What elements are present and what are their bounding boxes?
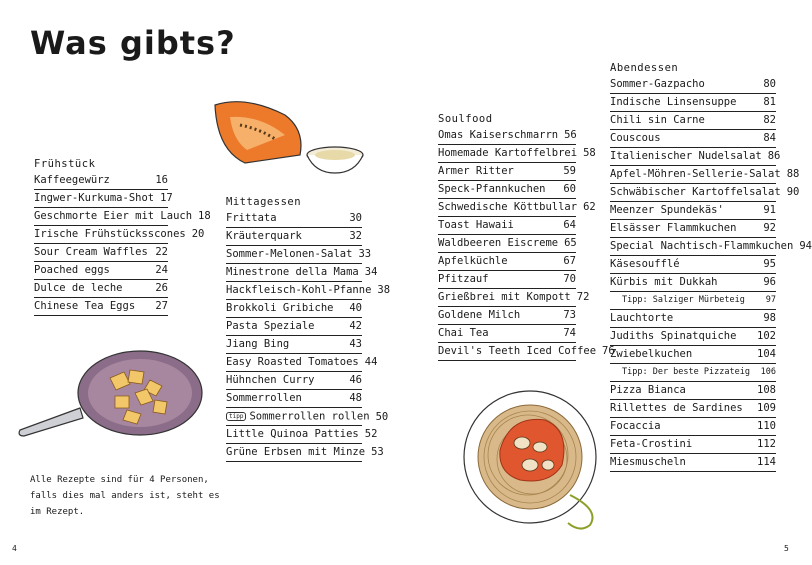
recipe-entry bbox=[610, 220, 776, 238]
recipe-name: Schwedische Köttbullar bbox=[438, 201, 578, 213]
recipe-entry bbox=[610, 94, 776, 112]
recipe-entry bbox=[610, 76, 776, 94]
recipe-name: Pizza Bianca bbox=[610, 384, 686, 396]
recipe-name: Omas Kaiserschmarrn bbox=[438, 129, 559, 141]
recipe-page-number: 109 bbox=[757, 402, 776, 414]
recipe-page-number: 58 bbox=[583, 147, 596, 159]
recipe-entry bbox=[438, 127, 576, 145]
recipe-name: Brokkoli Gribiche bbox=[226, 302, 334, 314]
section-mittagessen bbox=[226, 196, 391, 462]
recipe-name: Käsesoufflé bbox=[610, 258, 680, 270]
recipe-page-number: 50 bbox=[375, 410, 389, 423]
tip-entry bbox=[610, 292, 776, 310]
recipe-page-number: 60 bbox=[563, 183, 576, 195]
recipe-entry bbox=[438, 235, 576, 253]
section-fruehstueck bbox=[34, 158, 211, 316]
recipe-name: Apfelküchle bbox=[438, 255, 508, 267]
recipe-name: Focaccia bbox=[610, 420, 661, 432]
recipe-page-number: 40 bbox=[349, 302, 362, 314]
recipe-page-number: 95 bbox=[763, 258, 776, 270]
recipe-page-number: 108 bbox=[757, 384, 776, 396]
recipe-page-number: 59 bbox=[563, 165, 576, 177]
recipe-entry bbox=[226, 390, 362, 408]
recipe-entry bbox=[610, 400, 776, 418]
recipe-name: Sommer-Melonen-Salat bbox=[226, 248, 353, 260]
recipe-entry bbox=[226, 426, 378, 444]
recipe-name: Pfitzauf bbox=[438, 273, 489, 285]
recipe-page-number: 43 bbox=[349, 338, 362, 350]
recipe-name: Hühnchen Curry bbox=[226, 374, 315, 386]
pumpkin-illustration bbox=[205, 95, 365, 185]
recipe-name: Miesmuscheln bbox=[610, 456, 686, 468]
recipe-page-number: 53 bbox=[371, 446, 384, 458]
recipe-page-number: 81 bbox=[763, 96, 776, 108]
recipe-page-number: 34 bbox=[364, 266, 378, 278]
recipe-entry bbox=[610, 130, 776, 148]
recipe-name: Sommerrollen bbox=[226, 392, 302, 404]
recipe-entry bbox=[610, 328, 776, 346]
recipe-page-number: 70 bbox=[563, 273, 576, 285]
recipe-entry bbox=[226, 372, 362, 390]
recipe-page-number: 94 bbox=[799, 240, 812, 252]
recipe-entry bbox=[438, 271, 576, 289]
recipe-name: Kaffeegewürz bbox=[34, 174, 110, 186]
page-number-right: 5 bbox=[784, 544, 789, 553]
recipe-page-number: 102 bbox=[757, 330, 776, 342]
recipe-name: Little Quinoa Patties bbox=[226, 428, 359, 440]
recipe-entry bbox=[438, 145, 596, 163]
recipe-page-number: 18 bbox=[198, 210, 211, 222]
recipe-entry bbox=[610, 202, 776, 220]
recipe-entry bbox=[438, 217, 576, 235]
recipe-name: Zwiebelkuchen bbox=[610, 348, 693, 360]
recipe-page-number: 38 bbox=[377, 284, 391, 296]
recipe-name: Sommer-Gazpacho bbox=[610, 78, 705, 90]
recipe-entry bbox=[438, 307, 576, 325]
recipe-entry bbox=[226, 264, 378, 282]
recipe-page-number: 65 bbox=[564, 237, 577, 249]
recipe-entry bbox=[610, 274, 776, 292]
recipe-entry bbox=[610, 166, 800, 184]
recipe-name: Toast Hawaii bbox=[438, 219, 514, 231]
recipe-entry bbox=[226, 408, 389, 426]
recipe-entry bbox=[34, 208, 211, 226]
recipe-page-number: 64 bbox=[563, 219, 576, 231]
recipe-name: Grüne Erbsen mit Minze bbox=[226, 446, 366, 458]
recipe-page-number: 62 bbox=[583, 201, 596, 213]
section-abendessen bbox=[610, 62, 812, 472]
recipe-page-number: 67 bbox=[563, 255, 576, 267]
recipe-name: Chinese Tea Eggs bbox=[34, 300, 136, 312]
recipe-name: Couscous bbox=[610, 132, 661, 144]
recipe-name: Dulce de leche bbox=[34, 282, 123, 294]
recipe-name: Kräuterquark bbox=[226, 230, 302, 242]
recipe-name: Goldene Milch bbox=[438, 309, 521, 321]
recipe-page-number: 110 bbox=[757, 420, 776, 432]
pasta-plate-illustration bbox=[450, 385, 620, 535]
recipe-entry bbox=[610, 418, 776, 436]
recipe-entry bbox=[438, 343, 615, 361]
tip-entry bbox=[610, 364, 776, 382]
recipe-page-number: 86 bbox=[767, 150, 781, 162]
recipe-name: Sour Cream Waffles bbox=[34, 246, 148, 258]
recipe-name: Special Nachtisch-Flammkuchen bbox=[610, 240, 794, 252]
recipe-name: Speck-Pfannkuchen bbox=[438, 183, 546, 195]
recipe-name: Meenzer Spundekäs' bbox=[610, 204, 724, 216]
recipe-entry bbox=[34, 172, 168, 190]
recipe-name: Feta-Crostini bbox=[610, 438, 693, 450]
recipe-entry bbox=[610, 256, 776, 274]
recipe-page-number: 33 bbox=[358, 248, 372, 260]
recipe-name: Frittata bbox=[226, 212, 277, 224]
recipe-name: Judiths Spinatquiche bbox=[610, 330, 737, 342]
recipe-entry bbox=[226, 228, 362, 246]
recipe-name: Hackfleisch-Kohl-Pfanne bbox=[226, 284, 372, 296]
recipe-page-number: 114 bbox=[757, 456, 776, 468]
recipe-entry bbox=[610, 346, 776, 364]
recipe-page-number: 17 bbox=[160, 192, 173, 204]
recipe-name: Schwäbischer Kartoffelsalat bbox=[610, 186, 781, 198]
recipe-name: Apfel-Möhren-Sellerie-Salat bbox=[610, 168, 781, 180]
recipe-page-number: 76 bbox=[602, 345, 615, 357]
recipe-name: Tipp: Salziger Mürbeteig bbox=[622, 295, 745, 305]
recipe-page-number: 96 bbox=[763, 276, 776, 288]
recipe-page-number: 82 bbox=[763, 114, 776, 126]
recipe-name: tipp Sommerrollen rollen bbox=[226, 408, 370, 426]
recipe-entry bbox=[226, 282, 391, 300]
recipe-entry bbox=[226, 444, 384, 462]
recipe-page-number: 106 bbox=[760, 367, 776, 377]
recipe-page-number: 20 bbox=[191, 228, 205, 240]
recipe-name: Irische Frühstücksscones bbox=[34, 228, 186, 240]
section-heading: Abendessen bbox=[610, 62, 679, 74]
pan-illustration bbox=[15, 348, 205, 448]
section-soulfood bbox=[438, 113, 615, 361]
recipe-entry bbox=[34, 280, 168, 298]
recipe-entry bbox=[610, 454, 776, 472]
recipe-name: Easy Roasted Tomatoes bbox=[226, 356, 359, 368]
recipe-page-number: 84 bbox=[763, 132, 776, 144]
recipe-entry bbox=[226, 300, 362, 318]
recipe-entry bbox=[610, 436, 776, 454]
recipe-entry bbox=[610, 148, 781, 166]
recipe-entry bbox=[34, 190, 173, 208]
recipe-entry bbox=[34, 262, 168, 280]
recipe-entry bbox=[610, 238, 812, 256]
recipe-entry bbox=[226, 318, 362, 336]
recipe-name: Pasta Speziale bbox=[226, 320, 315, 332]
recipe-entry bbox=[34, 226, 205, 244]
recipe-name: Italienischer Nudelsalat bbox=[610, 150, 762, 162]
recipe-page-number: 91 bbox=[763, 204, 776, 216]
recipe-entry bbox=[226, 210, 362, 228]
recipe-name: Kürbis mit Dukkah bbox=[610, 276, 718, 288]
recipe-page-number: 52 bbox=[364, 428, 378, 440]
section-heading: Frühstück bbox=[34, 158, 96, 170]
recipe-entry bbox=[610, 382, 776, 400]
recipe-page-number: 44 bbox=[364, 356, 378, 368]
recipe-name: Rillettes de Sardines bbox=[610, 402, 743, 414]
section-heading: Soulfood bbox=[438, 113, 493, 125]
recipe-name: Geschmorte Eier mit Lauch bbox=[34, 210, 193, 222]
recipe-page-number: 48 bbox=[349, 392, 362, 404]
recipe-name: Jiang Bing bbox=[226, 338, 290, 350]
recipe-page-number: 16 bbox=[155, 174, 168, 186]
page-title: Was gibts? bbox=[30, 24, 236, 62]
section-heading: Mittagessen bbox=[226, 196, 302, 208]
recipe-entry bbox=[438, 199, 596, 217]
recipe-name: Minestrone della Mama bbox=[226, 266, 359, 278]
recipe-entry bbox=[438, 163, 576, 181]
recipe-page-number: 26 bbox=[155, 282, 168, 294]
recipe-name: Armer Ritter bbox=[438, 165, 514, 177]
recipe-page-number: 73 bbox=[563, 309, 576, 321]
recipe-name: Chai Tea bbox=[438, 327, 489, 339]
recipe-page-number: 32 bbox=[349, 230, 362, 242]
recipe-page-number: 98 bbox=[763, 312, 776, 324]
recipe-page-number: 72 bbox=[576, 291, 590, 303]
recipe-name: Elsässer Flammkuchen bbox=[610, 222, 737, 234]
recipe-page-number: 22 bbox=[155, 246, 168, 258]
recipe-entry bbox=[438, 325, 576, 343]
recipe-entry bbox=[610, 310, 776, 328]
recipe-name: Indische Linsensuppe bbox=[610, 96, 737, 108]
recipe-name: Homemade Kartoffelbrei bbox=[438, 147, 578, 159]
recipe-entry bbox=[610, 112, 776, 130]
recipe-entry bbox=[610, 184, 800, 202]
recipe-entry bbox=[226, 354, 378, 372]
recipe-page-number: 24 bbox=[155, 264, 168, 276]
page-number-left: 4 bbox=[12, 544, 17, 553]
recipe-name: Waldbeeren Eiscreme bbox=[438, 237, 559, 249]
recipe-entry bbox=[226, 246, 372, 264]
recipe-entry bbox=[438, 181, 576, 199]
recipe-page-number: 104 bbox=[757, 348, 776, 360]
recipe-page-number: 97 bbox=[765, 295, 776, 305]
recipe-page-number: 90 bbox=[786, 186, 800, 198]
recipe-name: Chili sin Carne bbox=[610, 114, 705, 126]
recipe-page-number: 30 bbox=[349, 212, 362, 224]
recipe-entry bbox=[438, 289, 590, 307]
recipe-page-number: 80 bbox=[763, 78, 776, 90]
recipe-entry bbox=[226, 336, 362, 354]
recipe-page-number: 56 bbox=[564, 129, 577, 141]
recipe-name: Grießbrei mit Kompott bbox=[438, 291, 571, 303]
recipe-name: Devil's Teeth Iced Coffee bbox=[438, 345, 597, 357]
recipe-name: Lauchtorte bbox=[610, 312, 674, 324]
recipe-page-number: 42 bbox=[349, 320, 362, 332]
recipe-entry bbox=[438, 253, 576, 271]
servings-note: Alle Rezepte sind für 4 Personen, falls dies mal anders ist, steht es im Rezept. bbox=[30, 475, 220, 517]
recipe-page-number: 27 bbox=[155, 300, 168, 312]
recipe-name: Poached eggs bbox=[34, 264, 110, 276]
recipe-page-number: 92 bbox=[763, 222, 776, 234]
recipe-page-number: 112 bbox=[757, 438, 776, 450]
recipe-entry bbox=[34, 244, 168, 262]
recipe-name: Tipp: Der beste Pizzateig bbox=[622, 367, 750, 377]
recipe-entry bbox=[34, 298, 168, 316]
recipe-page-number: 46 bbox=[349, 374, 362, 386]
recipe-page-number: 88 bbox=[786, 168, 800, 180]
recipe-page-number: 74 bbox=[563, 327, 576, 339]
recipe-name: Ingwer-Kurkuma-Shot bbox=[34, 192, 155, 204]
